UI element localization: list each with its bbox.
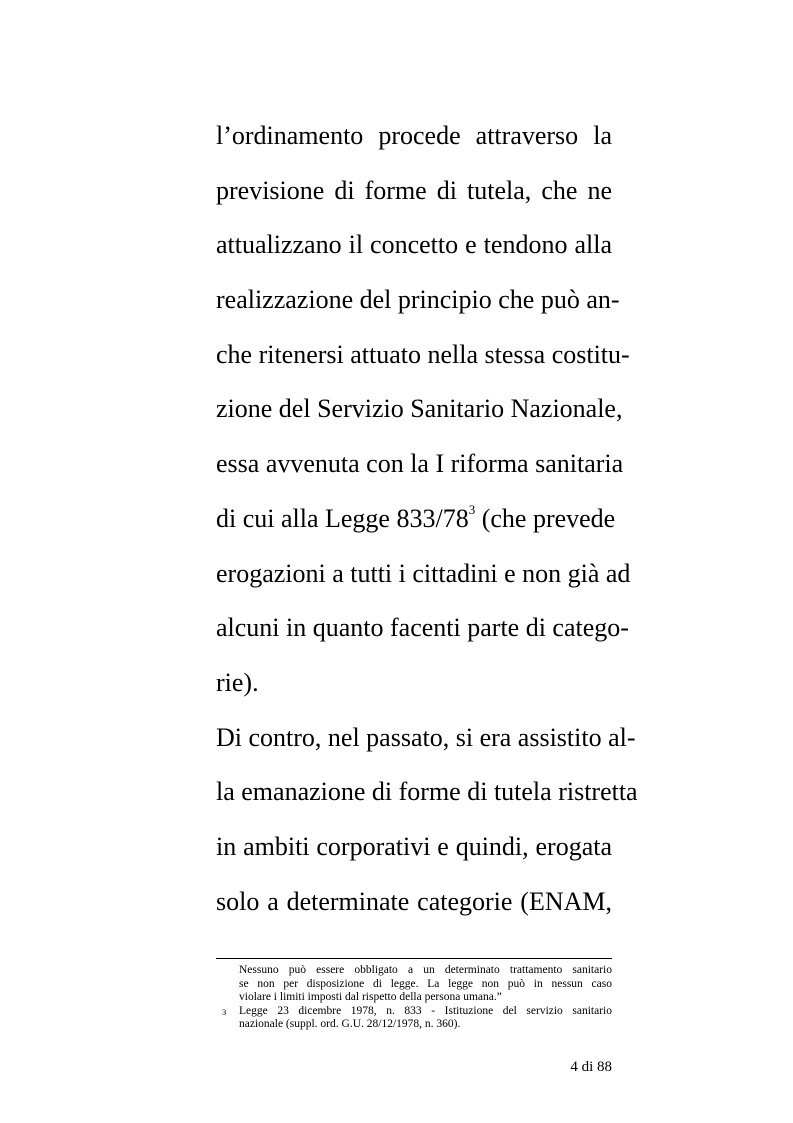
footnote-3 xyxy=(216,1005,612,1032)
body-line: previsione di forme di tutela, che ne xyxy=(216,175,612,205)
body-line: essa avvenuta con la I riforma sanitaria xyxy=(216,449,624,479)
footnote-line: se non per disposizione di legge. La legge non può in nessun caso xyxy=(239,977,612,990)
body-line: rie). xyxy=(216,667,259,697)
body-line: realizzazione del principio che può an- xyxy=(216,285,620,315)
body-line: attualizzano il concetto e tendono alla xyxy=(216,230,612,260)
ref-line-before: di cui alla Legge 833/78 xyxy=(216,503,469,533)
footnotes xyxy=(216,964,612,1032)
body-line: zione del Servizio Sanitario Nazionale, xyxy=(216,394,623,424)
ref-line-after: (che prevede xyxy=(475,503,616,533)
body-line: in ambiti corporativi e quindi, erogata xyxy=(216,831,612,861)
body-line: Di contro, nel passato, si era assistito al- xyxy=(216,722,636,752)
footnote-continuation xyxy=(216,964,612,1005)
page-number: 4 di 88 xyxy=(570,1059,612,1075)
footnote-line: violare i limiti imposti dal rispetto della persona umana.” xyxy=(239,991,502,1004)
body-line: la emanazione di forme di tutela ristretta xyxy=(216,777,638,807)
body-line-with-footnote-ref xyxy=(216,497,616,552)
body-line: solo a determinate categorie (ENAM, xyxy=(216,886,612,916)
body-line: erogazioni a tutti i cittadini e non già ad xyxy=(216,558,631,588)
footnote-line: nazionale (suppl. ord. G.U. 28/12/1978, n. 360). xyxy=(239,1018,461,1031)
body-line: alcuni in quanto facenti parte di catego- xyxy=(216,613,629,643)
footnote-line: Legge 23 dicembre 1978, n. 833 - Istituzione del servizio sanitario xyxy=(239,1004,612,1017)
body-line: l’ordinamento procede attraverso la xyxy=(216,121,612,150)
footnote-marker: 3 xyxy=(222,1006,227,1017)
footnote-separator xyxy=(216,958,612,959)
footnote-line: Nessuno può essere obbligato a un determinato trattamento sanitario xyxy=(239,964,612,976)
body-text xyxy=(216,114,638,934)
body-line: che ritenersi attuato nella stessa costitu- xyxy=(216,339,630,369)
footnote-reference[interactable]: 3 xyxy=(468,501,476,517)
